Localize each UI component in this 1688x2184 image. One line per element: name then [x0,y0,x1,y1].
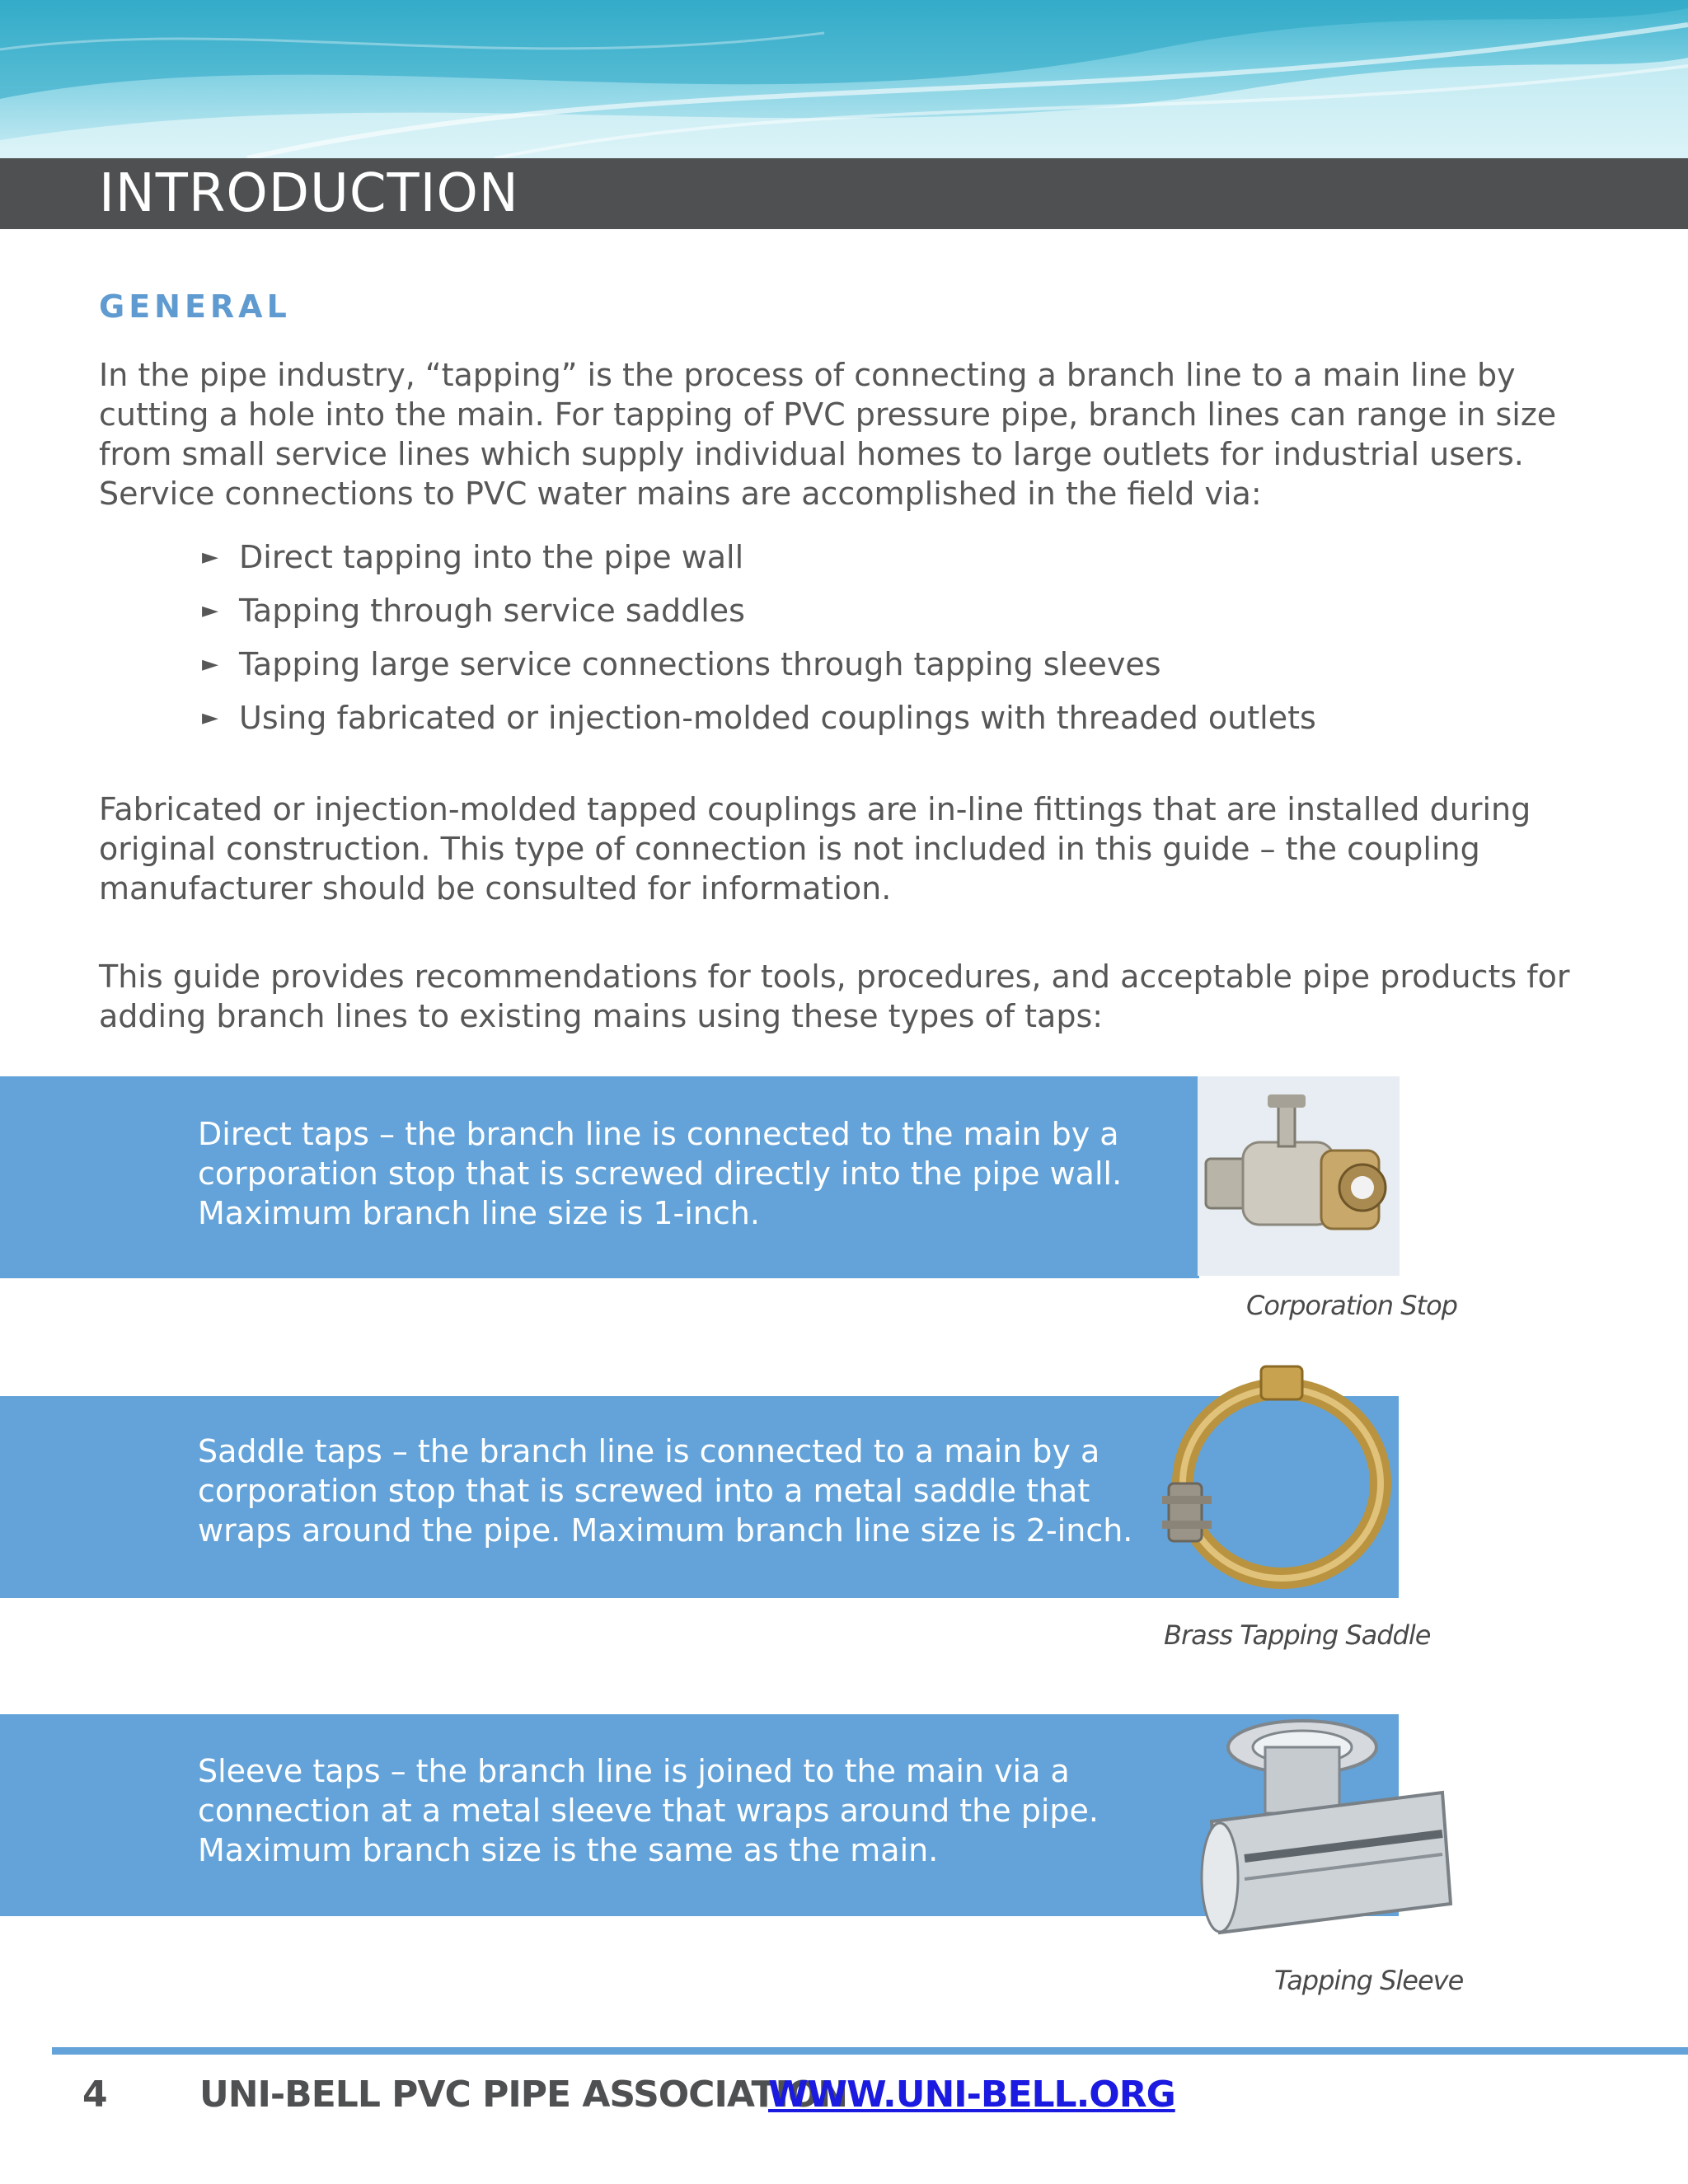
couplings-paragraph: Fabricated or injection-molded tapped couplings are in-line fittings that are installed during original construction. This type of connection is not included in this guide – the coupling manufacturer should be consulted for information. [99,791,1531,907]
tapping-methods-list [202,537,1316,752]
list-item [202,537,1316,577]
tapping-saddle-caption: Brass Tapping Saddle [1164,1619,1431,1651]
sleeve-taps-text: Sleeve taps – the branch line is joined to the main via a connection at a metal sleeve that wraps around the pipe. Maximum branch size is the same as the main. [198,1753,1099,1868]
bullet-arrow-icon: ► [202,705,218,730]
corporation-stop-icon [1198,1076,1400,1276]
header-banner-image [0,0,1688,158]
footer-divider [52,2047,1688,2055]
list-item-text: Direct tapping into the pipe wall [239,539,744,575]
section-heading: GENERAL [99,288,291,325]
footer-website-link[interactable]: WWW.UNI-BELL.ORG [768,2074,1175,2116]
bullet-arrow-icon: ► [202,598,218,623]
bullet-arrow-icon: ► [202,545,218,569]
saddle-taps-text: Saddle taps – the branch line is connected to a main by a corporation stop that is screwed into a metal saddle that wraps around the pipe. Maximum branch line size is 2-inch. [198,1433,1133,1549]
list-item-text: Using fabricated or injection-molded couplings with threaded outlets [239,700,1316,736]
list-item-text: Tapping through service saddles [239,593,745,629]
page-number: 4 [82,2074,107,2116]
list-item-text: Tapping large service connections through tapping sleeves [239,646,1161,682]
page-title: INTRODUCTION [99,163,519,224]
list-item [202,698,1316,738]
intro-paragraph: In the pipe industry, “tapping” is the process of connecting a branch line to a main line by cutting a hole into the main. For tapping of PVC pressure pipe, branch lines can range in size from small service lines which supply individual homes to large outlets for industrial users. Service connections to PVC water mains are accomplished in the field via: [99,357,1557,512]
tapping-saddle-icon [1146,1360,1409,1599]
tapping-sleeve-icon [1195,1714,1475,1941]
corporation-stop-caption: Corporation Stop [1246,1290,1457,1321]
direct-taps-text: Direct taps – the branch line is connected to the main by a corporation stop that is screwed directly into the pipe wall. Maximum branch line size is 1-inch. [198,1116,1123,1231]
direct-taps-band [0,1076,1199,1278]
bullet-arrow-icon: ► [202,652,218,677]
footer-organization: UNI-BELL PVC PIPE ASSOCIATION [199,2074,848,2116]
list-item [202,591,1316,630]
list-item [202,644,1316,684]
tapping-sleeve-caption: Tapping Sleeve [1274,1965,1464,1996]
sleeve-taps-band [0,1714,1399,1916]
title-bar [0,158,1688,229]
guide-paragraph: This guide provides recommendations for tools, procedures, and acceptable pipe products for adding branch lines to existing mains using these types of taps: [99,958,1570,1034]
